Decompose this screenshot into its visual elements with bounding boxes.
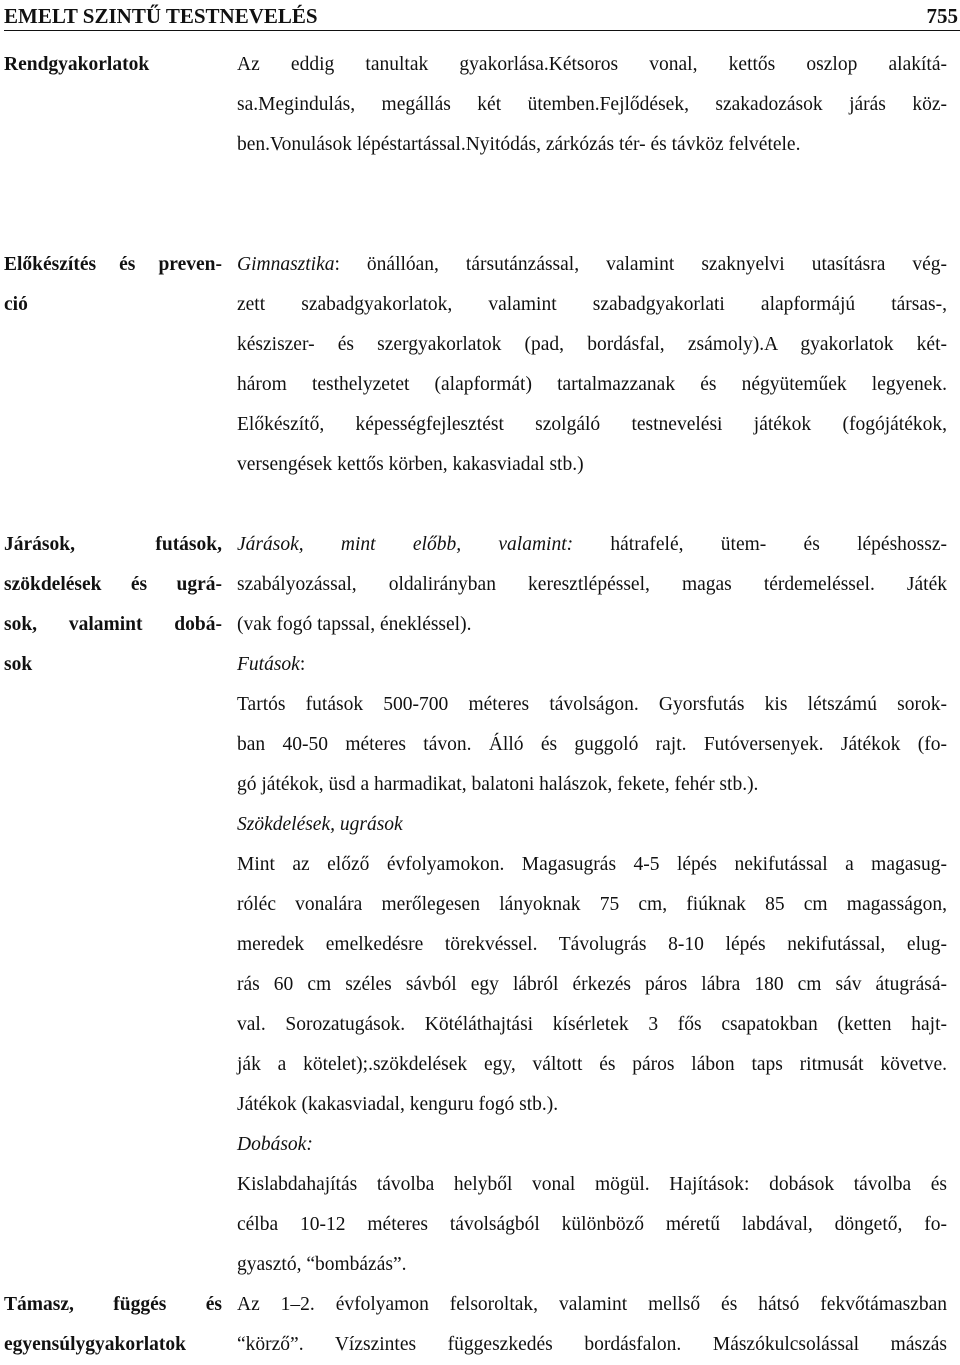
text-line: sa.Megindulás, megállás két ütemben.Fejlődések, szakadozások járás köz-	[237, 94, 947, 115]
section-body	[237, 245, 947, 485]
text-line: Tartós futások 500-700 méteres távolságon. Gyorsfutás kis létszámú sorok-	[237, 694, 947, 715]
text-line: Előkészítő, képességfejlesztést szolgáló testnevelési játékok (fogójátékok,	[237, 414, 947, 435]
text-line: meredek emelkedésre törekvéssel. Távolugrás 8-10 lépés nekifutással, elug-	[237, 934, 947, 955]
text-line: ják a kötelet);.szökdelések egy, váltott és páros lábon taps ritmusát követve.	[237, 1054, 947, 1075]
text-line: val. Sorozatugások. Kötéláthajtási kísérletek 3 fős csapatokban (ketten hajt-	[237, 1014, 947, 1035]
section-body	[237, 45, 947, 165]
section-heading: Támasz, függés és egyensúlygyakorlatok	[4, 1294, 222, 1355]
text-line: “körző”. Vízszintes függeszkedés bordásfalon. Mászókulcsolással mászás	[237, 1334, 947, 1355]
text-line: ban 40-50 méteres távon. Álló és guggoló rajt. Futóversenyek. Játékok (fo-	[237, 734, 947, 755]
text-line: versengések kettős körben, kakasviadal stb.)	[237, 454, 584, 475]
text-line: Az eddig tanultak gyakorlása.Kétsoros vonal, kettős oszlop alakítá-	[237, 54, 947, 75]
text-line: gyasztó, “bombázás”.	[237, 1254, 407, 1275]
section-heading: Rendgyakorlatok	[4, 54, 150, 75]
subheading-futasok: Futások:	[237, 654, 306, 675]
text-line: három testhelyzetet (alapformát) tartalmazzanak és négyüteműek legyenek.	[237, 374, 947, 395]
text-line: ben.Vonulások lépéstartással.Nyitódás, zárkózás tér- és távköz felvétele.	[237, 134, 801, 155]
text-line: (vak fogó tapssal, énekléssel).	[237, 614, 472, 635]
text-line: zett szabadgyakorlatok, valamint szabadgyakorlati alapformájú társas-,	[237, 294, 947, 315]
text-line: róléc vonalára merőlegesen lányoknak 75 cm, fiúknak 85 cm magasságon,	[237, 894, 947, 915]
text-line: rás 60 cm széles sávból egy lábról érkezés páros lábra 180 cm sáv átugrásá-	[237, 974, 947, 995]
text-line: Gimnasztika: önállóan, társutánzással, valamint szaknyelvi utasításra vég-	[237, 254, 947, 275]
text-line: szabályozással, oldalirányban keresztlépéssel, magas térdemeléssel. Játék	[237, 574, 947, 595]
text-line: gó játékok, üsd a harmadikat, balatoni halászok, fekete, fehér stb.).	[237, 774, 759, 795]
text-line: Az 1–2. évfolyamon felsoroltak, valamint mellső és hátsó fekvőtámaszban	[237, 1294, 947, 1315]
text-line: Játékok (kakasviadal, kenguru fogó stb.).	[237, 1094, 559, 1115]
text-line: Kislabdahajítás távolba helyből vonal mögül. Hajítások: dobások távolba és	[237, 1174, 947, 1195]
document-title: EMELT SZINTŰ TESTNEVELÉS	[4, 4, 318, 28]
text-line: Járások, mint előbb, valamint: hátrafelé, ütem- és lépéshossz-	[237, 534, 947, 555]
section-heading: Járások, futások, szökdelések és ugrá- sok, valamint dobá- sok	[4, 534, 222, 675]
section-body	[237, 525, 947, 1285]
subheading-dobasok: Dobások:	[237, 1134, 313, 1155]
text-line: késziszer- és szergyakorlatok (pad, bordásfal, zsámoly).A gyakorlatok két-	[237, 334, 947, 355]
text-line: Mint az előző évfolyamokon. Magasugrás 4-5 lépés nekifutással a magasug-	[237, 854, 947, 875]
text-line: célba 10-12 méteres távolságból különböző méretű labdával, döngető, fo-	[237, 1214, 947, 1235]
section-heading: Előkészítés és preven- ció	[4, 254, 222, 315]
subheading-szokdelesek: Szökdelések, ugrások	[237, 814, 403, 835]
running-header	[4, 2, 960, 31]
section-body	[237, 1285, 947, 1365]
jarasok-label: Járások, mint előbb, valamint:	[237, 534, 574, 555]
gimnasztika-label: Gimnasztika	[237, 254, 335, 275]
page-number: 755	[926, 4, 958, 28]
